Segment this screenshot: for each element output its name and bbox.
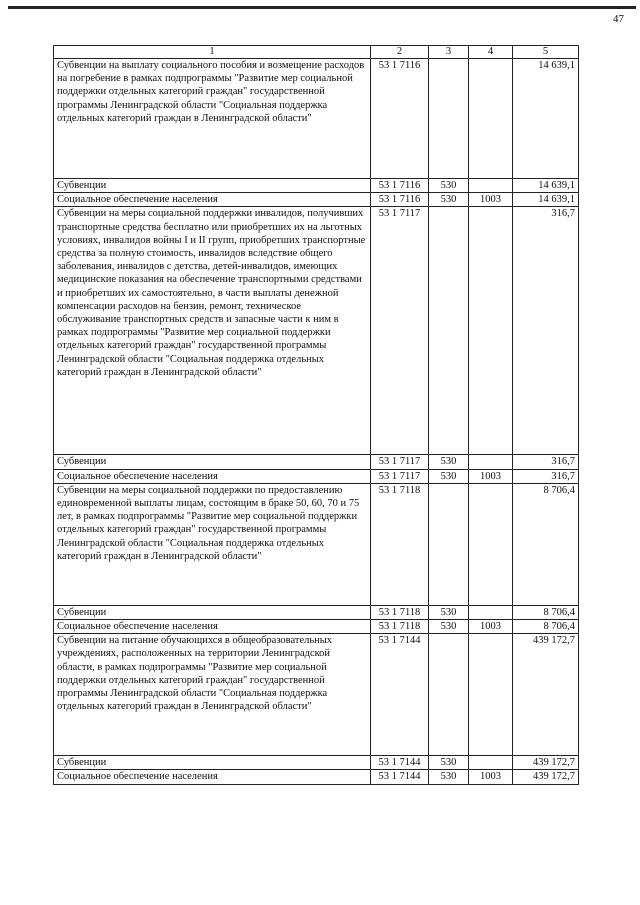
row-target-code: 53 1 7116 bbox=[371, 193, 429, 207]
row-section bbox=[469, 207, 513, 455]
row-amount: 8 706,4 bbox=[513, 620, 579, 634]
row-section bbox=[469, 605, 513, 619]
table-row bbox=[54, 179, 579, 193]
row-target-code: 53 1 7118 bbox=[371, 620, 429, 634]
table-row bbox=[54, 634, 579, 756]
budget-table bbox=[53, 45, 579, 785]
table-row bbox=[54, 605, 579, 619]
table-row bbox=[54, 483, 579, 605]
table-row bbox=[54, 193, 579, 207]
row-section bbox=[469, 634, 513, 756]
row-amount: 316,7 bbox=[513, 469, 579, 483]
row-description: Субвенции bbox=[54, 455, 371, 469]
table-row bbox=[54, 59, 579, 179]
row-description: Социальное обеспечение населения bbox=[54, 770, 371, 784]
row-target-code: 53 1 7144 bbox=[371, 770, 429, 784]
row-section: 1003 bbox=[469, 770, 513, 784]
table-row bbox=[54, 207, 579, 455]
row-target-code: 53 1 7144 bbox=[371, 756, 429, 770]
row-target-code: 53 1 7116 bbox=[371, 179, 429, 193]
row-target-code: 53 1 7117 bbox=[371, 207, 429, 455]
row-amount: 439 172,7 bbox=[513, 756, 579, 770]
row-section bbox=[469, 179, 513, 193]
row-expense-type bbox=[429, 59, 469, 179]
row-expense-type bbox=[429, 483, 469, 605]
row-target-code: 53 1 7116 bbox=[371, 59, 429, 179]
row-description: Социальное обеспечение населения bbox=[54, 469, 371, 483]
row-section bbox=[469, 756, 513, 770]
row-description: Социальное обеспечение населения bbox=[54, 620, 371, 634]
row-target-code: 53 1 7118 bbox=[371, 483, 429, 605]
row-target-code: 53 1 7118 bbox=[371, 605, 429, 619]
row-section bbox=[469, 59, 513, 179]
row-expense-type: 530 bbox=[429, 770, 469, 784]
header-col-4: 4 bbox=[469, 46, 513, 59]
row-expense-type: 530 bbox=[429, 455, 469, 469]
row-amount: 14 639,1 bbox=[513, 179, 579, 193]
row-section bbox=[469, 483, 513, 605]
table-row bbox=[54, 455, 579, 469]
row-amount: 14 639,1 bbox=[513, 59, 579, 179]
row-description: Субвенции на меры социальной поддержки инвалидов, получивших транспортные средства бесплатно или приобретших их на льготных условиях, инвалидов войны I и II групп, приобретших транспортные средства за полную стоимость, инвалидов вследствие общего заболевания, инвалидов с детства, детей-инвалидов, имеющих медицинские показания на обеспечение транспортными средствами и приобретших их самостоятельно, в части выплаты денежной компенсации расходов на бензин, ремонт, техническое обслуживание транспортных средств и запасные части к ним в рамках подпрограммы "Развитие мер социальной поддержки отдельных категорий граждан" государственной программы Ленинградской области "Социальная поддержка отдельных категорий граждан в Ленинградской области" bbox=[54, 207, 371, 455]
row-section: 1003 bbox=[469, 620, 513, 634]
row-section: 1003 bbox=[469, 193, 513, 207]
row-description: Субвенции на выплату социального пособия и возмещение расходов на погребение в рамках подпрограммы "Развитие мер социальной поддержки отдельных категорий граждан" государственной программы Ленинградской области "Социальная поддержка отдельных категорий граждан в Ленинградской области" bbox=[54, 59, 371, 179]
row-expense-type: 530 bbox=[429, 179, 469, 193]
row-section bbox=[469, 455, 513, 469]
row-expense-type: 530 bbox=[429, 469, 469, 483]
row-target-code: 53 1 7117 bbox=[371, 469, 429, 483]
row-expense-type: 530 bbox=[429, 756, 469, 770]
table-row bbox=[54, 770, 579, 784]
table-row bbox=[54, 469, 579, 483]
row-description: Субвенции на питание обучающихся в общеобразовательных учреждениях, расположенных на территории Ленинградской области, в рамках подпрограммы "Развитие мер социальной поддержки отдельных категорий граждан" государственной программы Ленинградской области "Социальная поддержка отдельных категорий граждан в Ленинградской области" bbox=[54, 634, 371, 756]
row-amount: 316,7 bbox=[513, 455, 579, 469]
row-expense-type bbox=[429, 634, 469, 756]
row-description: Субвенции bbox=[54, 756, 371, 770]
row-expense-type bbox=[429, 207, 469, 455]
row-expense-type: 530 bbox=[429, 605, 469, 619]
row-expense-type: 530 bbox=[429, 193, 469, 207]
header-col-5: 5 bbox=[513, 46, 579, 59]
row-description: Субвенции bbox=[54, 605, 371, 619]
row-section: 1003 bbox=[469, 469, 513, 483]
row-description: Субвенции bbox=[54, 179, 371, 193]
row-expense-type: 530 bbox=[429, 620, 469, 634]
row-description: Социальное обеспечение населения bbox=[54, 193, 371, 207]
row-amount: 8 706,4 bbox=[513, 605, 579, 619]
row-amount: 8 706,4 bbox=[513, 483, 579, 605]
row-target-code: 53 1 7117 bbox=[371, 455, 429, 469]
row-amount: 439 172,7 bbox=[513, 770, 579, 784]
row-amount: 439 172,7 bbox=[513, 634, 579, 756]
table-row bbox=[54, 756, 579, 770]
table-header-row bbox=[54, 46, 579, 59]
row-target-code: 53 1 7144 bbox=[371, 634, 429, 756]
header-col-1: 1 bbox=[54, 46, 371, 59]
header-col-3: 3 bbox=[429, 46, 469, 59]
top-rule bbox=[8, 6, 636, 9]
row-amount: 14 639,1 bbox=[513, 193, 579, 207]
page-number: 47 bbox=[613, 13, 624, 25]
row-description: Субвенции на меры социальной поддержки по предоставлению единовременной выплаты лицам, состоящим в браке 50, 60, 70 и 75 лет, в рамках подпрограммы "Развитие мер социальной поддержки отдельных категорий граждан" государственной программы Ленинградской области "Социальная поддержка отдельных категорий граждан в Ленинградской области" bbox=[54, 483, 371, 605]
header-col-2: 2 bbox=[371, 46, 429, 59]
table-row bbox=[54, 620, 579, 634]
row-amount: 316,7 bbox=[513, 207, 579, 455]
